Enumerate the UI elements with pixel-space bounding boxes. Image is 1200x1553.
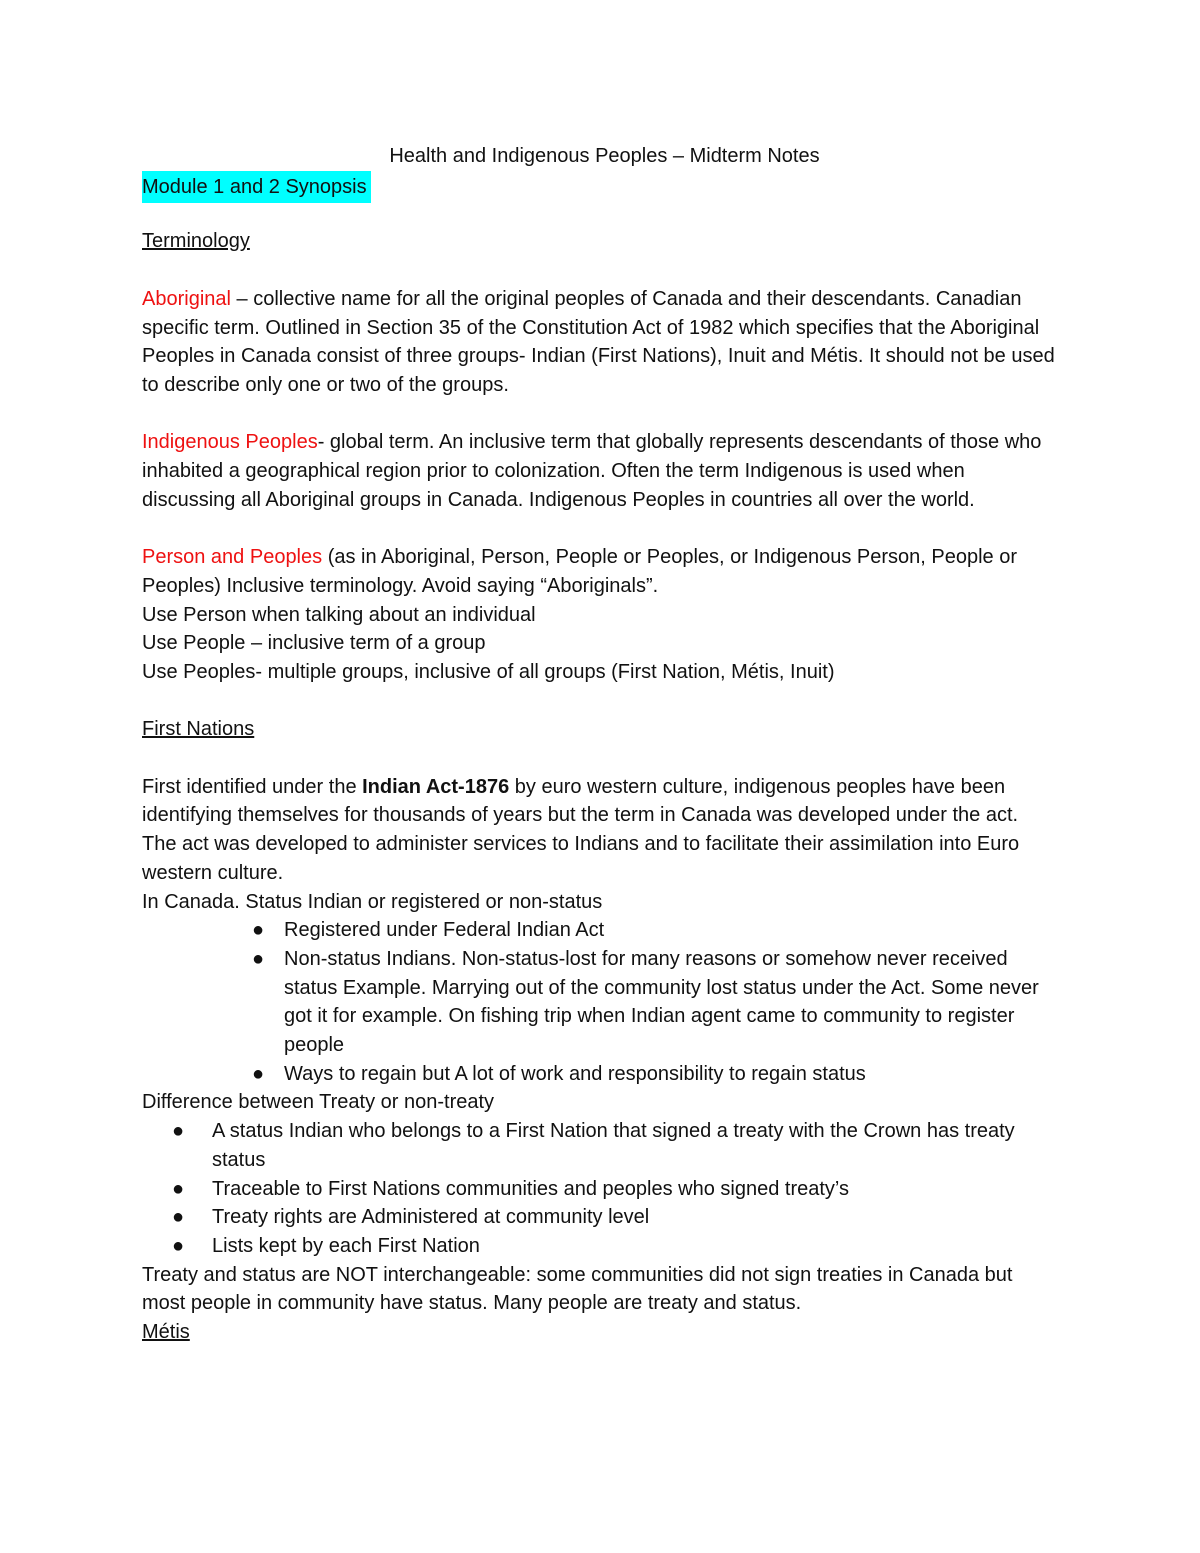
bullet-icon: ● (172, 1234, 185, 1257)
bullet-icon: ● (252, 1062, 265, 1085)
person-usage-line: Use Person when talking about an individual (142, 603, 536, 626)
aboriginal-term: Aboriginal (142, 287, 231, 310)
aboriginal-paragraph (142, 285, 1057, 400)
treaty-status-closing: Treaty and status are NOT interchangeable: some communities did not sign treaties in Canada but most people in community have status. Many people are treaty and status. (142, 1263, 1013, 1315)
person-definition: (as in Aboriginal, Person, People or Peoples, or Indigenous Person, People or Peoples) Inclusive terminology. Avoid saying “Aboriginals”. (142, 546, 1018, 597)
terminology-heading: Terminology (142, 230, 250, 253)
list-item-text: Lists kept by each First Nation (212, 1234, 480, 1257)
list-item-text: Treaty rights are Administered at community level (212, 1206, 650, 1229)
list-item (142, 1232, 1057, 1261)
module-heading: Module 1 and 2 Synopsis (142, 171, 371, 204)
list-item (142, 1203, 1057, 1232)
list-item (142, 1117, 1057, 1174)
bullet-icon: ● (172, 1120, 185, 1143)
list-item (142, 1175, 1057, 1204)
indian-act-term: Indian Act-1876 (362, 775, 510, 798)
indigenous-definition: - global term. An inclusive term that globally represents descendants of those who inhabited a geographical region prior to colonization. Often the term Indigenous is used when discussing all Aboriginal groups in Canada. Indigenous Peoples in countries all over the world. (142, 431, 1042, 511)
treaty-bullet-list (142, 1117, 1057, 1261)
list-item-text: Ways to regain but A lot of work and responsibility to regain status (284, 1062, 866, 1085)
person-paragraph (142, 543, 1057, 600)
list-item-text: A status Indian who belongs to a First Nation that signed a treaty with the Crown has treaty status (212, 1120, 1015, 1171)
indigenous-paragraph (142, 428, 1057, 514)
person-term: Person and Peoples (142, 546, 323, 569)
document-content (142, 142, 1057, 1347)
list-item-text: Non-status Indians. Non-status-lost for many reasons or somehow never received status Example. Marrying out of the community lost status under the Act. Some never got it for example. On fishing trip when Indian agent came to community to register people (284, 947, 1039, 1057)
metis-heading: Métis (142, 1321, 190, 1344)
list-item (142, 945, 1057, 1060)
aboriginal-definition: – collective name for all the original peoples of Canada and their descendants. Canadian specific term. Outlined in Section 35 of the Constitution Act of 1982 which specifies that the Aboriginal Peoples in Canada consist of three groups- Indian (First Nations), Inuit and Métis. It should not be used to describe only one or two of the groups. (142, 287, 1055, 396)
status-bullet-list (142, 916, 1057, 1088)
bullet-icon: ● (172, 1177, 185, 1200)
indigenous-term: Indigenous Peoples (142, 431, 318, 454)
first-nations-intro (142, 773, 1057, 888)
bullet-icon: ● (252, 947, 265, 970)
list-item-text: Registered under Federal Indian Act (284, 919, 605, 942)
status-line: In Canada. Status Indian or registered or non-status (142, 890, 603, 913)
bullet-icon: ● (252, 919, 265, 942)
bullet-icon: ● (172, 1206, 185, 1229)
module-heading-line (142, 171, 1057, 204)
list-item (142, 916, 1057, 945)
intro-pre: First identified under the (142, 775, 363, 798)
list-item-text: Traceable to First Nations communities and peoples who signed treaty’s (212, 1177, 849, 1200)
list-item (142, 1060, 1057, 1089)
page-title: Health and Indigenous Peoples – Midterm Notes (389, 145, 820, 167)
first-nations-heading: First Nations (142, 718, 255, 741)
treaty-line: Difference between Treaty or non-treaty (142, 1091, 495, 1114)
people-usage-line: Use People – inclusive term of a group (142, 632, 486, 655)
intro-post: by euro western culture, indigenous peoples have been identifying themselves for thousands of years but the term in Canada was developed under the act. The act was developed to administer services to Indians and to facilitate their assimilation into Euro western culture. (142, 775, 1020, 884)
peoples-usage-line: Use Peoples- multiple groups, inclusive of all groups (First Nation, Métis, Inuit) (142, 660, 835, 683)
